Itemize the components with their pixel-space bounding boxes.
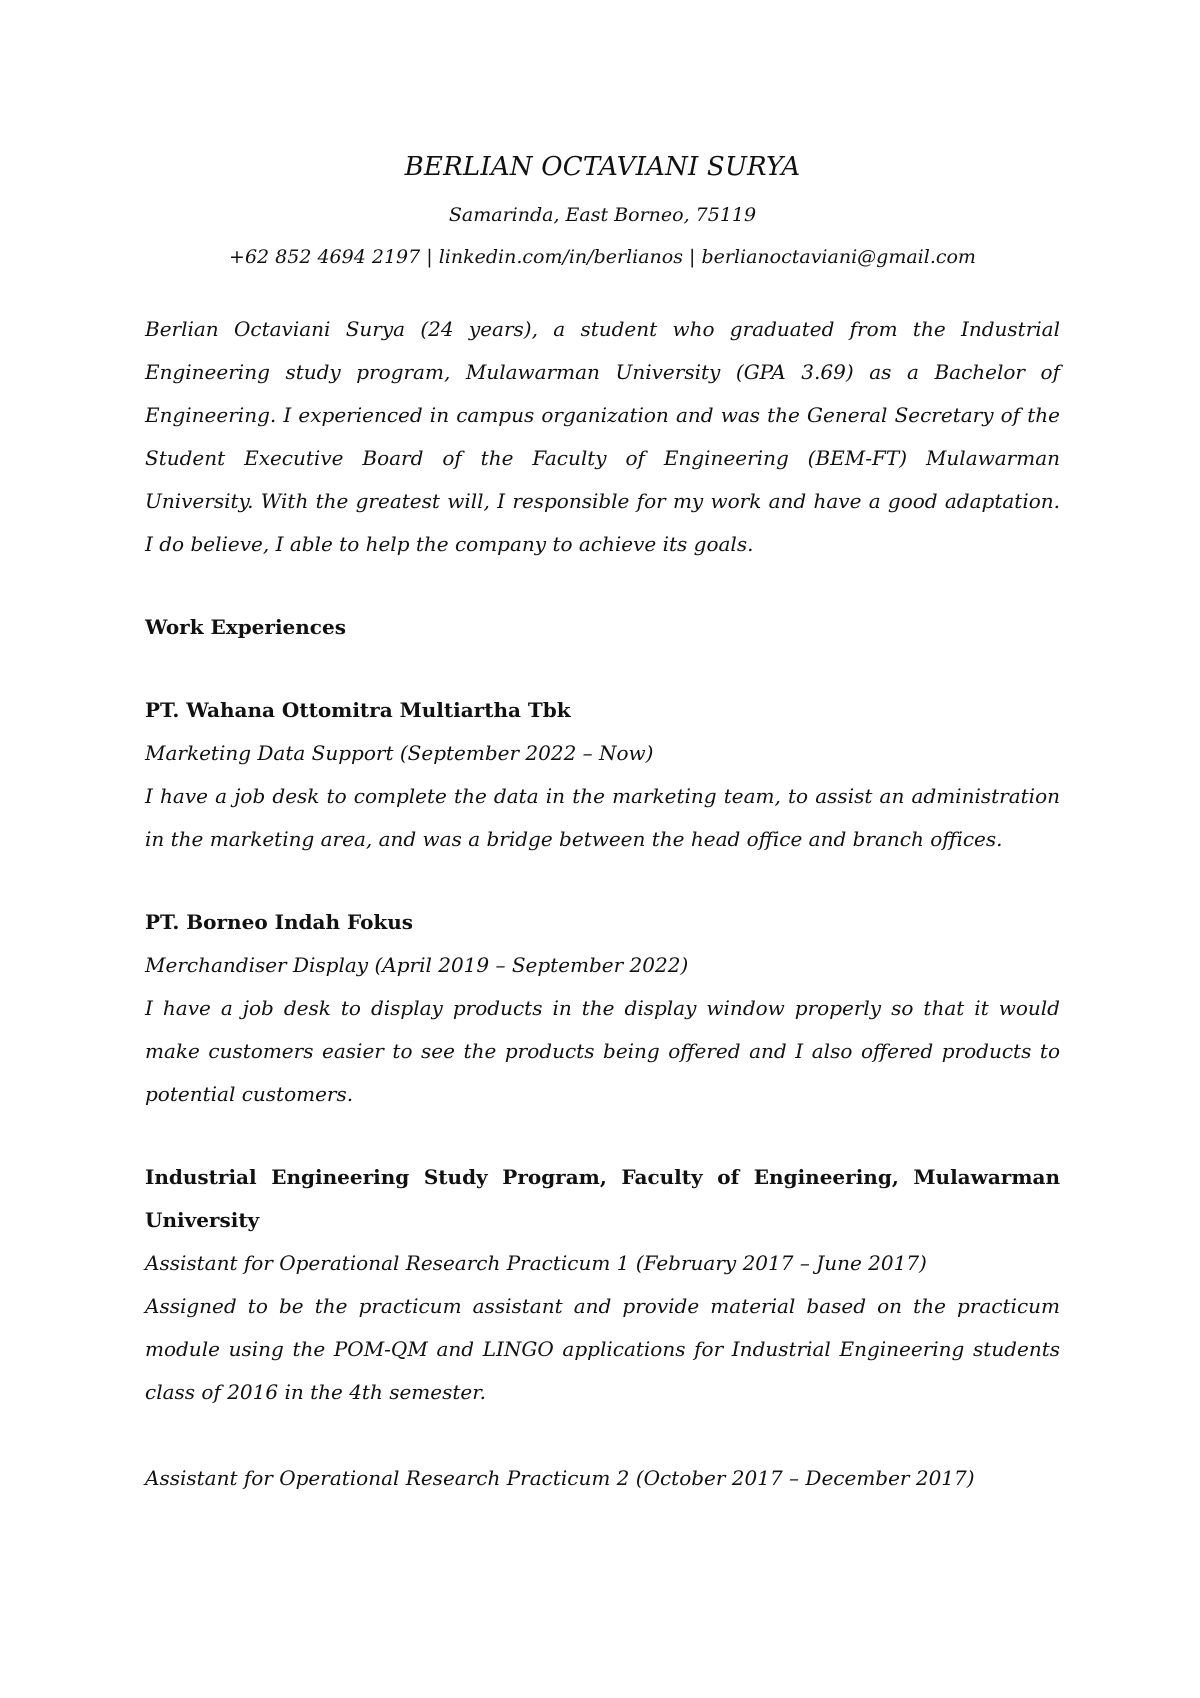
job-role: Marketing Data Support (September 2022 – Now)	[145, 741, 654, 765]
job-role-secondary: Assistant for Operational Research Practicum 2 (October 2017 – December 2017)	[145, 1466, 975, 1490]
job-description: I have a job desk to complete the data in the marketing team, to assist an administration in the marketing area, and was a bridge between the head office and branch offices.	[145, 784, 1060, 851]
job-company: PT. Wahana Ottomitra Multiartha Tbk	[145, 698, 571, 722]
work-experiences-heading: Work Experiences	[145, 615, 346, 639]
candidate-address: Samarinda, East Borneo, 75119	[448, 204, 757, 226]
job-entry	[145, 689, 1060, 861]
job-entry	[145, 1156, 1060, 1500]
job-role: Merchandiser Display (April 2019 – September 2022)	[145, 953, 689, 977]
resume-content	[145, 140, 1060, 1500]
profile-summary: Berlian Octaviani Surya (24 years), a student who graduated from the Industrial Engineering study program, Mulawarman University (GPA 3.69) as a Bachelor of Engineering. I experienced in campus organization and was the General Secretary of the Student Executive Board of the Faculty of Engineering (BEM-FT) Mulawarman University. With the greatest will, I responsible for my work and have a good adaptation. I do believe, I able to help the company to achieve its goals.	[145, 317, 1060, 556]
job-company: PT. Borneo Indah Fokus	[145, 910, 414, 934]
job-entry	[145, 901, 1060, 1116]
candidate-contact: +62 852 4694 2197 | linkedin.com/in/berlianos | berlianoctaviani@gmail.com	[229, 246, 976, 268]
job-description: I have a job desk to display products in the display window properly so that it would make customers easier to see the products being offered and I also offered products to potential customers.	[145, 996, 1060, 1106]
candidate-name: BERLIAN OCTAVIANI SURYA	[404, 152, 801, 182]
job-role: Assistant for Operational Research Practicum 1 (February 2017 – June 2017)	[145, 1251, 927, 1275]
job-description: Assigned to be the practicum assistant and provide material based on the practicum module using the POM-QM and LINGO applications for Industrial Engineering students class of 2016 in the 4th semester.	[145, 1294, 1060, 1404]
job-company: Industrial Engineering Study Program, Faculty of Engineering, Mulawarman University	[145, 1165, 1060, 1232]
